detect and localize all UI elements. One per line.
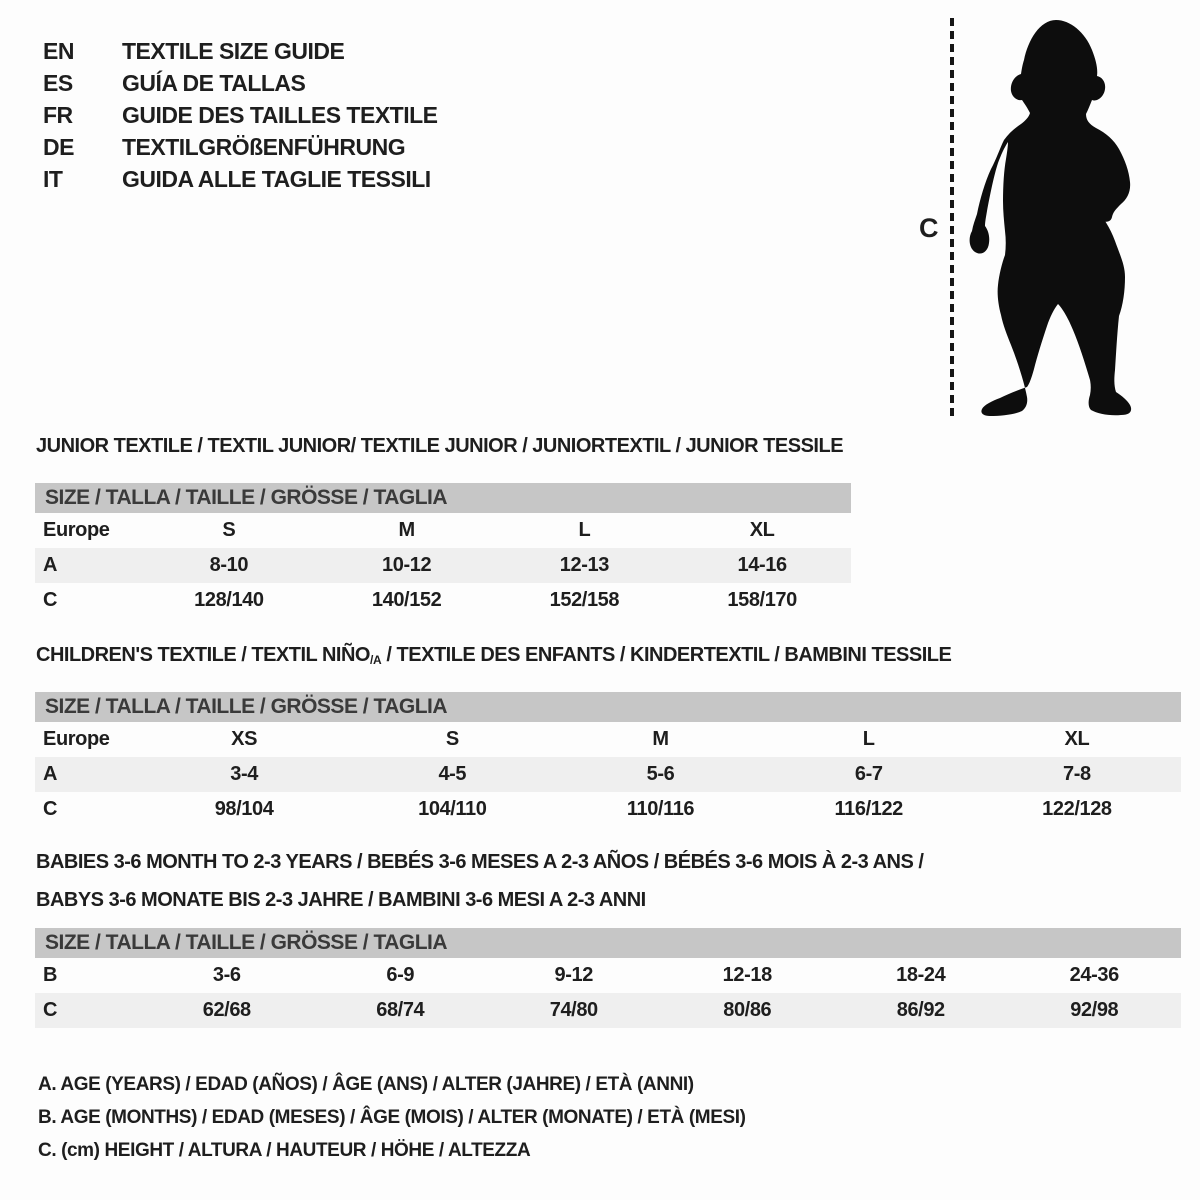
junior-section-title [36, 434, 843, 458]
guide-title: TEXTILE SIZE GUIDE [122, 37, 345, 64]
table-cell: 128/140 [194, 589, 264, 611]
title-segment: JUNIOR TEXTILE / TEXTIL JUNIOR/ TEXTILE JUNIOR / JUNIORTEXTIL / JUNIOR TESSILE [36, 435, 844, 457]
table-cell: S [222, 519, 236, 541]
table-cell: M [398, 519, 415, 541]
title-line [36, 843, 923, 881]
guide-title: GUIDE DES TAILLES TEXTILE [122, 101, 438, 128]
row-label: C [43, 999, 58, 1021]
table-cell: 80/86 [723, 999, 772, 1021]
table-cell: 158/170 [727, 589, 797, 611]
size-header-label: SIZE / TALLA / TAILLE / GRÖSSE / TAGLIA [45, 486, 448, 509]
table-cell: M [652, 728, 669, 750]
language-code: EN [43, 37, 74, 64]
legend-line: C. (cm) HEIGHT / ALTURA / HAUTEUR / HÖHE / ALTEZZA [38, 1140, 531, 1161]
table-cell: 10-12 [382, 554, 432, 576]
table-row-b [35, 958, 1181, 993]
table-cell: 68/74 [376, 999, 425, 1021]
row-label: C [43, 589, 58, 611]
language-code: FR [43, 101, 73, 128]
legend [38, 1068, 746, 1167]
table-cell: 12-13 [559, 554, 609, 576]
table-row-europe [35, 722, 1181, 757]
row-label: Europe [43, 728, 110, 750]
title-segment: /A [369, 653, 382, 667]
language-row-es [43, 67, 438, 99]
title-segment: BABIES 3-6 MONTH TO 2-3 YEARS / BEBÉS 3-6 MESES A 2-3 AÑOS / BÉBÉS 3-6 MOIS À 2-3 ANS / [36, 851, 924, 873]
language-row-it [43, 163, 438, 195]
toddler-silhouette-icon [963, 14, 1135, 416]
language-row-en [43, 35, 438, 67]
table-cell: 122/128 [1042, 798, 1112, 820]
table-cell: 8-10 [209, 554, 249, 576]
language-code: ES [43, 69, 73, 96]
title-segment: CHILDREN'S TEXTILE / TEXTIL NIÑO [36, 644, 370, 666]
table-cell: 104/110 [418, 798, 487, 820]
table-row-europe [35, 513, 851, 548]
table-cell: 4-5 [438, 763, 467, 785]
table-cell: 98/104 [214, 798, 274, 820]
table-cell: 5-6 [646, 763, 675, 785]
table-cell: 9-12 [554, 964, 593, 986]
table-cell: 14-16 [737, 554, 787, 576]
row-label: C [43, 798, 58, 820]
title-segment: / TEXTILE DES ENFANTS / KINDERTEXTIL / BAMBINI TESSILE [381, 644, 952, 666]
language-row-fr [43, 99, 438, 131]
table-cell: 24-36 [1069, 964, 1119, 986]
size-header-label: SIZE / TALLA / TAILLE / GRÖSSE / TAGLIA [45, 931, 448, 954]
language-code: IT [43, 165, 63, 192]
guide-title: GUÍA DE TALLAS [122, 69, 306, 96]
table-cell: 6-9 [386, 964, 415, 986]
table-cell: L [578, 519, 591, 541]
children-section-title [36, 643, 951, 672]
children-size-table [35, 692, 1181, 827]
row-label: B [43, 964, 58, 986]
legend-line: A. AGE (YEARS) / EDAD (AÑOS) / ÂGE (ANS) / ALTER (JAHRE) / ETÀ (ANNI) [38, 1074, 694, 1095]
height-label-c: C [919, 213, 939, 243]
height-dashed-line [950, 18, 954, 416]
table-cell: 74/80 [549, 999, 598, 1021]
size-header-label: SIZE / TALLA / TAILLE / GRÖSSE / TAGLIA [45, 695, 448, 718]
table-cell: XL [749, 519, 775, 541]
title-segment: BABYS 3-6 MONATE BIS 2-3 JAHRE / BAMBINI 3-6 MESI A 2-3 ANNI [36, 889, 646, 911]
guide-title: TEXTILGRÖßENFÜHRUNG [122, 133, 406, 160]
table-cell: 86/92 [896, 999, 945, 1021]
row-label: Europe [43, 519, 110, 541]
table-cell: 3-4 [230, 763, 258, 785]
table-cell: 12-18 [722, 964, 772, 986]
table-row-a [35, 548, 851, 583]
table-cell: 7-8 [1063, 763, 1091, 785]
table-cell: XL [1064, 728, 1090, 750]
row-label: A [43, 554, 58, 576]
language-row-de [43, 131, 438, 163]
guide-title: GUIDA ALLE TAGLIE TESSILI [122, 165, 431, 192]
table-cell: 152/158 [549, 589, 620, 611]
table-cell: 3-6 [212, 964, 241, 986]
size-header-bar [35, 483, 851, 513]
table-cell: 92/98 [1070, 999, 1119, 1021]
row-label: A [43, 763, 58, 785]
figure-area [905, 0, 1175, 435]
size-header-bar [35, 928, 1181, 958]
table-row-c [35, 583, 851, 618]
language-code: DE [43, 133, 74, 160]
table-cell: L [862, 728, 875, 750]
title-line [36, 434, 843, 458]
table-cell: 6-7 [854, 763, 883, 785]
language-header [43, 35, 438, 195]
table-cell: XS [231, 728, 258, 750]
junior-size-table [35, 483, 851, 618]
babies-section-title [36, 843, 923, 919]
legend-line: B. AGE (MONTHS) / EDAD (MESES) / ÂGE (MOIS) / ALTER (MONATE) / ETÀ (MESI) [38, 1107, 746, 1128]
size-header-bar [35, 692, 1181, 722]
table-row-a [35, 757, 1181, 792]
table-cell: S [445, 728, 459, 750]
table-cell: 116/122 [834, 798, 903, 820]
table-row-c [35, 792, 1181, 827]
table-row-c [35, 993, 1181, 1028]
title-line [36, 643, 951, 672]
babies-size-table [35, 928, 1181, 1028]
table-cell: 62/68 [202, 999, 251, 1021]
table-cell: 110/116 [626, 798, 695, 820]
table-cell: 18-24 [896, 964, 946, 986]
title-line [36, 881, 923, 919]
table-cell: 140/152 [371, 589, 442, 611]
